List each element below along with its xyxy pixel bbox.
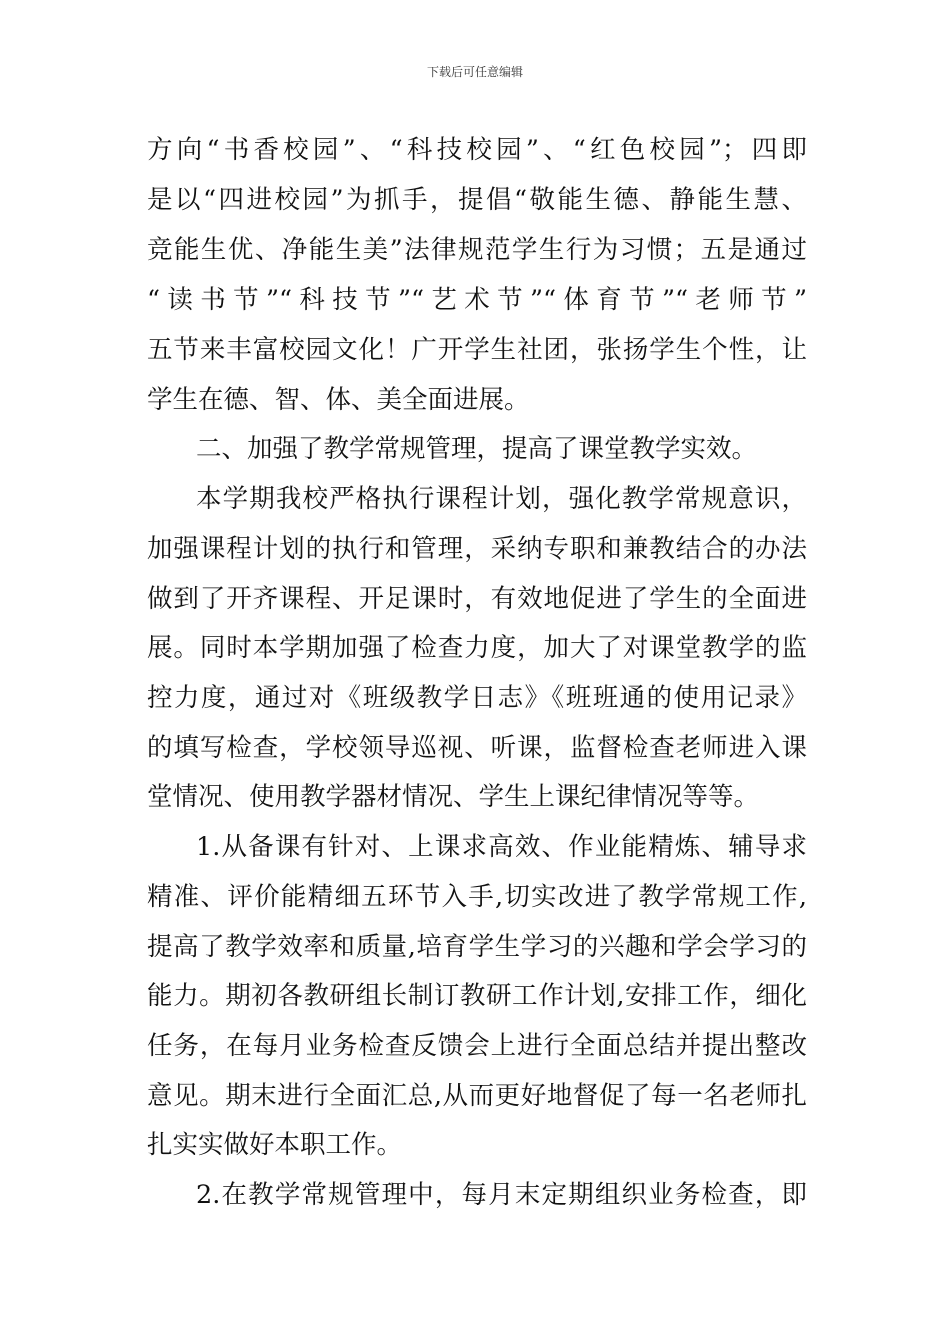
text-line: 本学期我校严格执行课程计划，强化教学常规意识， bbox=[196, 484, 807, 514]
header-note: 下载后可任意编辑 bbox=[426, 65, 523, 79]
text-line: 是以“四进校园”为抓手，提倡“敬能生德、静能生慧、 bbox=[147, 185, 807, 215]
text-line: 做到了开齐课程、开足课时，有效地促进了学生的全面进 bbox=[147, 584, 807, 614]
text-line: 2.在教学常规管理中，每月末定期组织业务检查，即 bbox=[196, 1180, 807, 1210]
text-line: 堂情况、使用教学器材情况、学生上课纪律情况等等。 bbox=[147, 782, 760, 812]
text-line: 方向“书香校园”、“科技校园”、“红色校园”；四即 bbox=[147, 135, 807, 165]
text-line: 任务，在每月业务检查反馈会上进行全面总结并提出整改 bbox=[147, 1031, 807, 1061]
text-line: 提高了教学效率和质量,培育学生学习的兴趣和学会学习的 bbox=[147, 932, 807, 962]
text-line: 能力。期初各教研组长制订教研工作计划,安排工作，细化 bbox=[147, 981, 807, 1011]
text-line: 扎实实做好本职工作。 bbox=[147, 1130, 403, 1160]
text-line: 学生在德、智、体、美全面进展。 bbox=[147, 385, 530, 415]
text-line: 意见。期末进行全面汇总,从而更好地督促了每一名老师扎 bbox=[147, 1081, 807, 1111]
text-line: 精准、评价能精细五环节入手,切实改进了教学常规工作, bbox=[147, 882, 807, 912]
text-line: “读书节”“科技节”“艺术节”“体育节”“老师节” bbox=[147, 285, 807, 315]
text-line: 展。同时本学期加强了检查力度，加大了对课堂教学的监 bbox=[147, 633, 807, 663]
text-line: 竞能生优、净能生美”法律规范学生行为习惯；五是通过 bbox=[147, 235, 807, 265]
section-heading: 二、加强了教学常规管理，提高了课堂教学实效。 bbox=[196, 434, 758, 464]
text-line: 控力度，通过对《班级教学日志》《班班通的使用记录》 bbox=[147, 683, 807, 713]
text-line: 加强课程计划的执行和管理，采纳专职和兼教结合的办法 bbox=[147, 534, 807, 564]
text-line: 的填写检查，学校领导巡视、听课，监督检查老师进入课 bbox=[147, 733, 807, 763]
text-line: 五节来丰富校园文化！广开学生社团，张扬学生个性，让 bbox=[147, 335, 807, 365]
text-line: 1.从备课有针对、上课求高效、作业能精炼、辅导求 bbox=[196, 832, 807, 862]
